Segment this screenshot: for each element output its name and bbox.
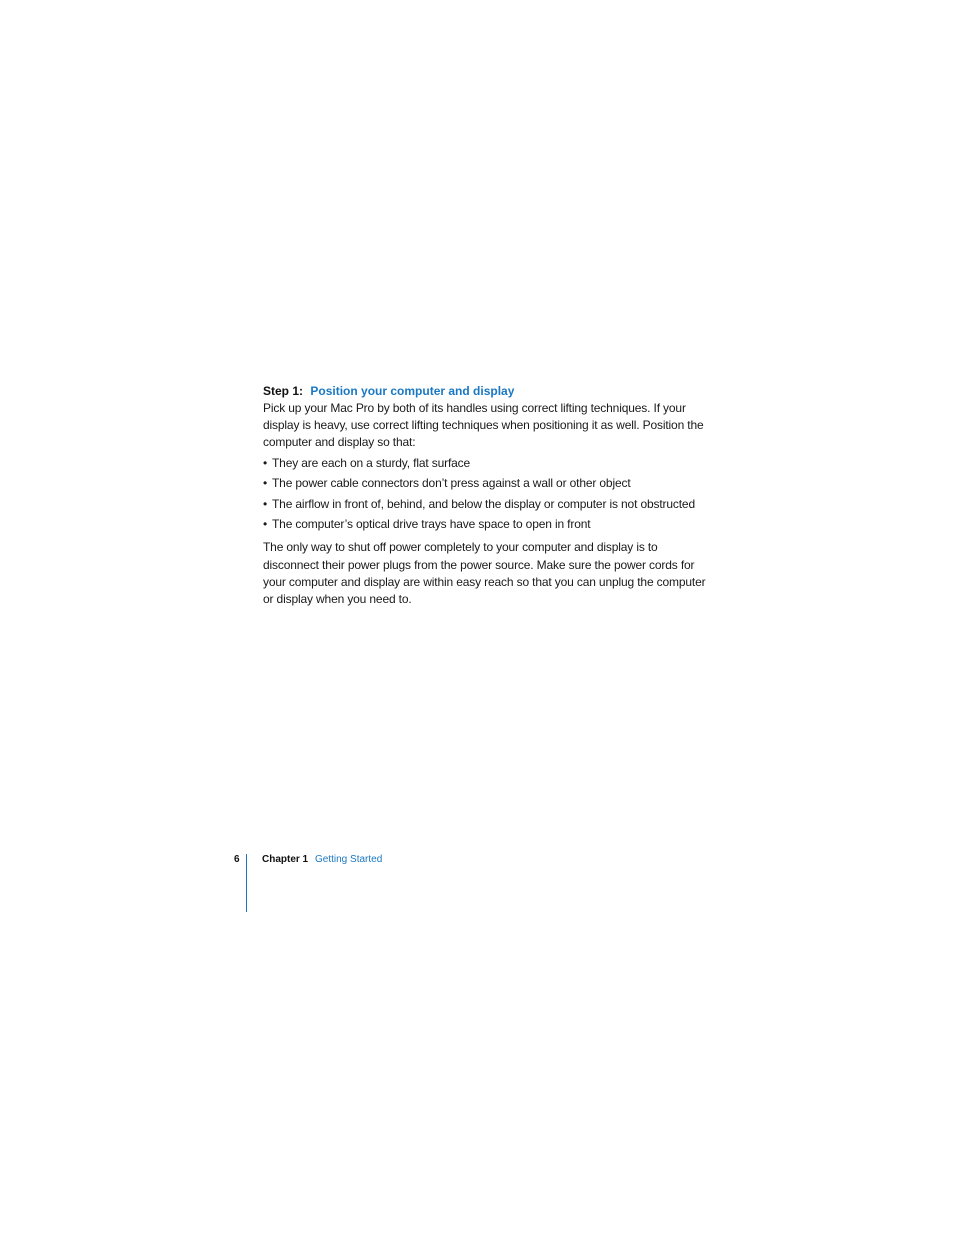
list-item-text: They are each on a sturdy, flat surface [272, 455, 471, 470]
closing-paragraph: The only way to shut off power completely to your computer and display is to disconnect their power plugs from the power source. Make sure the power cords for your computer and display are within easy reach so that you can unplug the computer or display when you need to. [263, 540, 706, 606]
list-item [263, 455, 708, 472]
chapter-title: Getting Started [315, 854, 383, 865]
intro-paragraph: Pick up your Mac Pro by both of its handles using correct lifting techniques. If your display is heavy, use correct lifting techniques when positioning it as well. Position the computer and display so that: [263, 401, 704, 450]
bullet-glyph: • [263, 496, 268, 511]
bullet-glyph: • [263, 455, 268, 470]
bullet-list [263, 455, 708, 534]
bullet-glyph: • [263, 517, 268, 532]
step-title: Position your computer and display [310, 384, 515, 398]
chapter-label: Chapter 1 [262, 854, 309, 865]
page-footer [200, 852, 500, 912]
list-item-text: The power cable connectors don’t press against a wall or other object [272, 476, 631, 491]
list-item [263, 475, 708, 492]
list-item [263, 496, 708, 513]
bullet-glyph: • [263, 476, 268, 491]
main-content [263, 383, 708, 608]
list-item [263, 516, 708, 533]
footer-divider [246, 854, 247, 912]
list-item-text: The airflow in front of, behind, and below the display or computer is not obstructed [272, 496, 695, 511]
list-item-text: The computer’s optical drive trays have space to open in front [272, 517, 591, 532]
page-number: 6 [234, 854, 240, 865]
step-heading [263, 383, 708, 400]
step-label: Step 1: [263, 384, 304, 398]
